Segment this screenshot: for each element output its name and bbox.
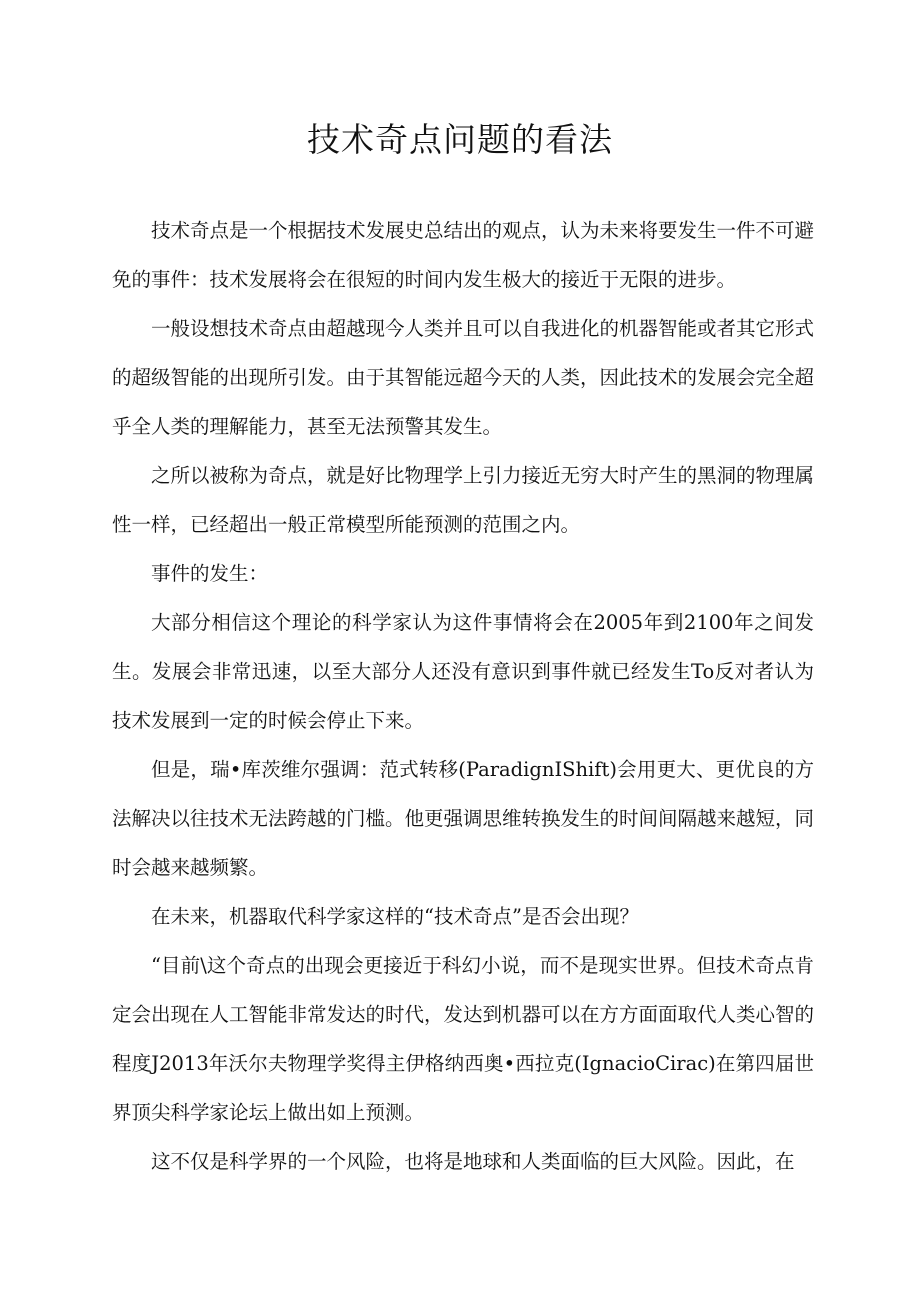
paragraph-6: 但是，瑞•库茨维尔强调：范式转移(ParadignIShift)会用更大、更优良的方法解决以往技术无法跨越的门槛。他更强调思维转换发生的时间间隔越来越短，同时会越来越频繁。 xyxy=(112,758,815,879)
document-title: 技术奇点问题的看法 xyxy=(307,120,613,159)
paragraph-2: 一般设想技术奇点由超越现今人类并且可以自我进化的机器智能或者其它形式的超级智能的出现所引发。由于其智能远超今天的人类，因此技术的发展会完全超乎全人类的理解能力，甚至无法预警其发生。 xyxy=(112,317,815,438)
paragraph-1: 技术奇点是一个根据技术发展史总结出的观点，认为未来将要发生一件不可避免的事件：技术发展将会在很短的时间内发生极大的接近于无限的进步。 xyxy=(112,219,815,291)
paragraph-8: “目前\这个奇点的出现会更接近于科幻小说，而不是现实世界。但技术奇点肯定会出现在人工智能非常发达的时代，发达到机器可以在方方面面取代人类心智的程度J2013年沃尔夫物理学奖得主伊格纳西奥•西拉克(IgnacioCirac)在第四届世界顶尖科学家论坛上做出如上预测。 xyxy=(112,954,815,1124)
paragraph-3: 之所以被称为奇点，就是好比物理学上引力接近无穷大时产生的黑洞的物理属性一样，已经超出一般正常模型所能预测的范围之内。 xyxy=(112,464,815,536)
paragraph-7: 在未来，机器取代科学家这样的“技术奇点”是否会出现？ xyxy=(151,905,639,928)
paragraph-9: 这不仅是科学界的一个风险，也将是地球和人类面临的巨大风险。因此，在 xyxy=(151,1150,795,1173)
paragraph-5: 大部分相信这个理论的科学家认为这件事情将会在2005年到2100年之间发生。发展会非常迅速，以至大部分人还没有意识到事件就已经发生To反对者认为技术发展到一定的时候会停止下来。 xyxy=(112,611,814,732)
paragraph-4: 事件的发生： xyxy=(151,562,269,585)
document-body xyxy=(112,206,814,1186)
